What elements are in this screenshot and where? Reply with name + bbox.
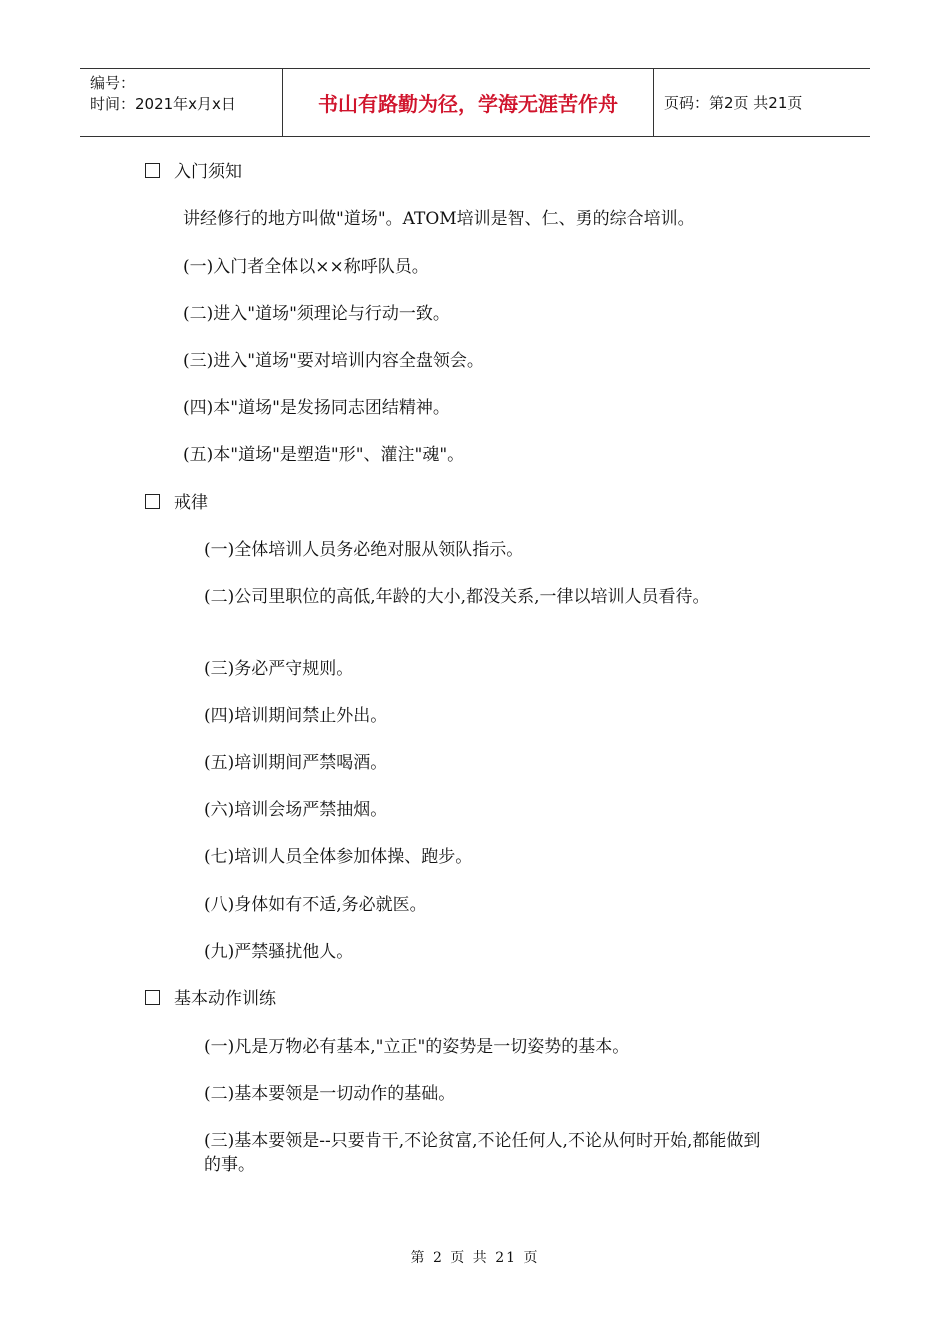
document-date: 时间：2021年x月x日 [90,95,236,113]
list-item: (七)培训人员全体参加体操、跑步。 [204,847,473,867]
list-item: (二)公司里职位的高低,年龄的大小,都没关系,一律以培训人员看待。 [204,587,710,607]
list-item: (五)本"道场"是塑造"形"、灌注"魂"。 [183,445,465,465]
checkbox-square-icon [145,494,160,509]
list-item: (四)本"道场"是发扬同志团结精神。 [183,398,450,418]
header-motto: 书山有路勤为径，学海无涯苦作舟 [282,69,654,136]
section-heading [145,160,242,184]
section-title: 入门须知 [174,162,242,182]
list-item: (五)培训期间严禁喝酒。 [204,753,388,773]
list-item: (四)培训期间禁止外出。 [204,706,388,726]
list-item: (六)培训会场严禁抽烟。 [204,800,388,820]
section-title: 基本动作训练 [174,989,276,1009]
list-item: (九)严禁骚扰他人。 [204,942,354,962]
list-item: (三)进入"道场"要对培训内容全盘领会。 [183,351,484,371]
section-heading [145,987,276,1011]
list-item: (八)身体如有不适,务必就医。 [204,895,427,915]
header-meta [80,69,282,136]
list-item: (二)基本要领是一切动作的基础。 [204,1084,456,1104]
section-heading [145,491,208,515]
page-header [80,68,870,137]
checkbox-square-icon [145,990,160,1005]
list-item: (二)进入"道场"须理论与行动一致。 [183,304,450,324]
section-intro: 讲经修行的地方叫做"道场"。ATOM培训是智、仁、勇的综合培训。 [183,209,695,229]
list-item: (一)凡是万物必有基本,"立正"的姿势是一切姿势的基本。 [204,1037,630,1057]
list-item: (一)入门者全体以××称呼队员。 [183,257,429,277]
document-code: 编号： [90,74,136,92]
checkbox-square-icon [145,163,160,178]
page-footer: 第 2 页 共 21 页 [410,1250,540,1266]
section-title: 戒律 [174,493,208,513]
list-item: (三)务必严守规则。 [204,659,354,679]
header-page-info: 页码：第2页 共21页 [664,94,803,112]
list-item: (三)基本要领是--只要肯干,不论贫富,不论任何人,不论从何时开始,都能做到的事。 [204,1131,761,1175]
list-item: (一)全体培训人员务必绝对服从领队指示。 [204,540,524,560]
